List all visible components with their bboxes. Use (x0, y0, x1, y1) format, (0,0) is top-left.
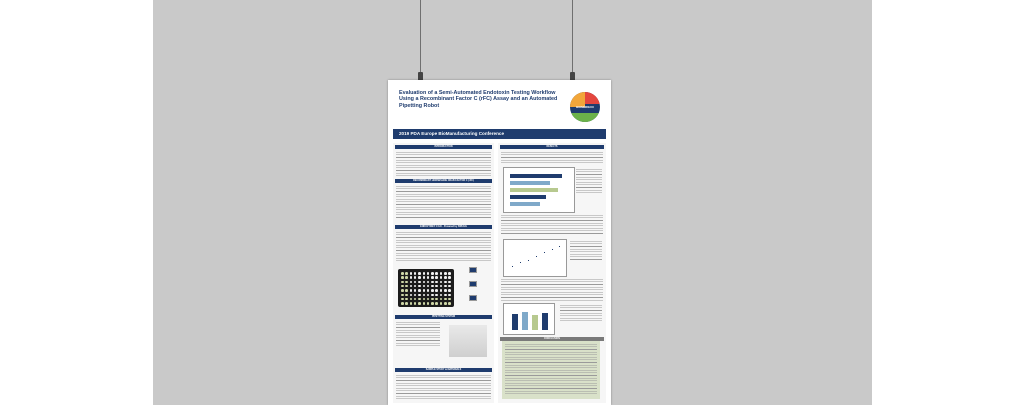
plate-well (435, 285, 438, 288)
plate-well (440, 285, 443, 288)
plate-well (401, 298, 404, 301)
introduction-text (396, 152, 491, 176)
plate-well (414, 298, 417, 301)
plate-well (440, 298, 443, 301)
plate-well (401, 285, 404, 288)
workflow-box (469, 295, 477, 301)
plate-well (405, 298, 408, 301)
chart-2-legend (570, 241, 602, 261)
chart-3-legend (560, 305, 602, 323)
plate-well (423, 285, 426, 288)
plate-well (435, 276, 438, 279)
plate-well (401, 272, 404, 275)
plate-well (410, 302, 413, 305)
plate-well (414, 276, 417, 279)
plate-well (444, 294, 447, 297)
plate-well (427, 281, 430, 284)
plate-well (410, 294, 413, 297)
plate-well (423, 272, 426, 275)
plate-well (410, 298, 413, 301)
plate-well (444, 272, 447, 275)
plate-well (414, 281, 417, 284)
plate-well (418, 276, 421, 279)
plate-well (431, 272, 434, 275)
plate-well (401, 281, 404, 284)
results-chart-2 (503, 239, 567, 277)
plate-well (448, 302, 451, 305)
plate-well (431, 294, 434, 297)
plate-well (444, 298, 447, 301)
plate-well (435, 302, 438, 305)
left-column (393, 143, 494, 403)
plate-well (405, 294, 408, 297)
plate-well (431, 285, 434, 288)
plate-well (435, 272, 438, 275)
plate-well (410, 289, 413, 292)
plate-well (448, 281, 451, 284)
plate-well (423, 281, 426, 284)
plate-well (440, 294, 443, 297)
plate-well (427, 302, 430, 305)
plate-well (444, 302, 447, 305)
results-text-2 (501, 215, 603, 235)
plate-well (423, 289, 426, 292)
plate-well (423, 298, 426, 301)
microplate-image (398, 269, 454, 307)
plate-well (431, 289, 434, 292)
plate-well (418, 298, 421, 301)
results-chart-3 (503, 303, 555, 335)
section-header-introduction: INTRODUCTION (395, 145, 492, 149)
plate-well (427, 272, 430, 275)
logo-text: BIOMÉRIEUX (576, 105, 594, 109)
plate-well (418, 285, 421, 288)
poster-title: Evaluation of a Semi-Automated Endotoxin Testing Workflow Using a Recombinant Factor C (rFC) Assay and an Automated Pipetting Robot (399, 90, 558, 109)
plate-well (435, 298, 438, 301)
conference-name: 2019 PDA Europe BioManufacturing Conference (399, 131, 504, 136)
plate-well (448, 289, 451, 292)
plate-well (431, 298, 434, 301)
plate-well (448, 276, 451, 279)
workflow-box (469, 281, 477, 287)
plate-well (427, 294, 430, 297)
plate-well (440, 272, 443, 275)
plate-well (444, 285, 447, 288)
plate-well (423, 294, 426, 297)
plate-well (418, 272, 421, 275)
plate-well (414, 302, 417, 305)
plate-well (410, 272, 413, 275)
plate-well (435, 294, 438, 297)
workflow-box (469, 267, 477, 273)
plate-well (431, 276, 434, 279)
section-header-rfc: RECOMBINANT HORSESHOE CRAB FACTOR C (rFC) (395, 179, 492, 183)
plate-well (418, 294, 421, 297)
conclusion-box (502, 341, 600, 399)
plate-well (410, 276, 413, 279)
plate-well (414, 272, 417, 275)
plate-well (427, 285, 430, 288)
plate-well (440, 289, 443, 292)
plate-well (405, 276, 408, 279)
conference-banner (393, 129, 606, 139)
plate-well (423, 276, 426, 279)
plate-well (435, 281, 438, 284)
plate-well (410, 281, 413, 284)
results-text-3 (501, 279, 603, 301)
chart-1-legend (576, 169, 602, 193)
plate-well (431, 281, 434, 284)
plate-well (423, 302, 426, 305)
sample-study-text (396, 375, 491, 399)
company-logo (570, 92, 600, 122)
plate-well (444, 281, 447, 284)
plate-well (435, 289, 438, 292)
plate-well (444, 276, 447, 279)
plate-well (427, 298, 430, 301)
plate-well (448, 272, 451, 275)
plate-well (405, 285, 408, 288)
plate-well (401, 289, 404, 292)
plate-well (405, 272, 408, 275)
plate-well (448, 285, 451, 288)
plate-well (405, 289, 408, 292)
poster (388, 80, 611, 405)
plate-well (414, 294, 417, 297)
plate-well (418, 302, 421, 305)
plate-well (405, 281, 408, 284)
pipetting-robot-image (449, 325, 487, 357)
section-header-results: RESULTS (500, 145, 604, 149)
endozyme-text (396, 232, 491, 262)
plate-well (440, 302, 443, 305)
rfc-text (396, 186, 491, 220)
pipetting-text (396, 322, 440, 348)
plate-well (448, 294, 451, 297)
plate-well (414, 285, 417, 288)
right-column (498, 143, 606, 403)
plate-well (427, 276, 430, 279)
plate-well (440, 281, 443, 284)
section-header-endozyme: ENDOZYME® II GO - Powered by BRUGG (395, 225, 492, 229)
results-chart-1 (503, 167, 575, 213)
plate-well (405, 302, 408, 305)
plate-well (427, 289, 430, 292)
plate-well (414, 289, 417, 292)
plate-well (401, 276, 404, 279)
plate-well (444, 289, 447, 292)
plate-well (410, 285, 413, 288)
plate-well (418, 281, 421, 284)
plate-well (418, 289, 421, 292)
plate-well (401, 294, 404, 297)
section-header-pipetting: PIPETTING SYSTEM (395, 315, 492, 319)
plate-well (401, 302, 404, 305)
conclusion-text (505, 344, 597, 396)
plate-well (431, 302, 434, 305)
plate-well (448, 298, 451, 301)
section-header-sample-study: SAMPLE STUDY & MATERIALS (395, 368, 492, 372)
plate-well (440, 276, 443, 279)
section-header-conclusion: CONCLUSION (500, 337, 604, 341)
results-text (501, 152, 603, 164)
